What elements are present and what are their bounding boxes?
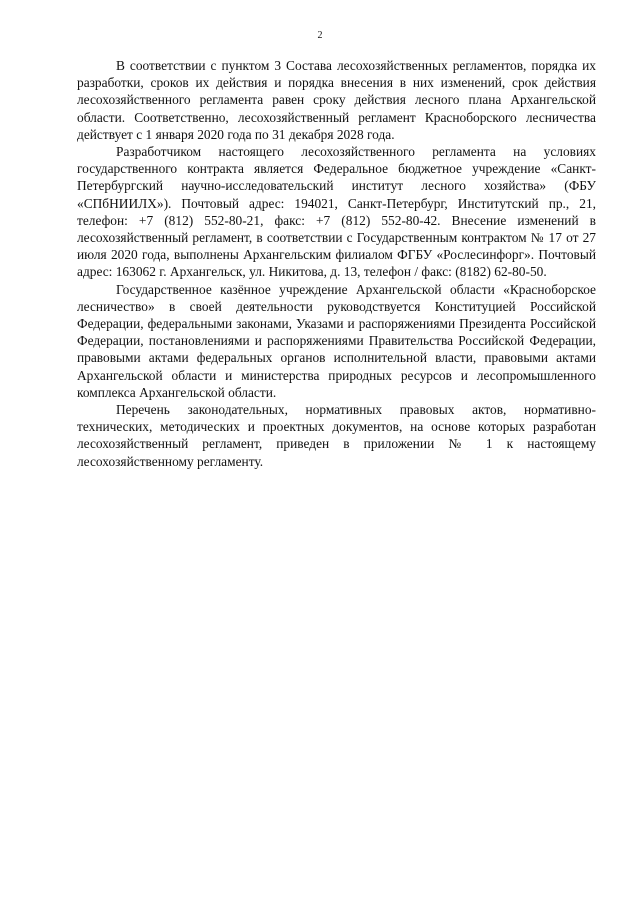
paragraph-legal-basis: Государственное казённое учреждение Архангельской области «Красноборское лесничество» в своей деятельности руководствуется Конституцией Российской Федерации, федеральными законами, Указами и распоряжениями Президента Российской Федерации, постановлениями и распоряжениями Правительства Российской Федерации, правовыми актами федеральных органов исполнительной власти, правовыми актами Архангельской области и министерства природных ресурсов и лесопромышленного комплекса Архангельской области. (77, 281, 596, 400)
paragraph-appendix-reference: Перечень законодательных, нормативных правовых актов, нормативно-технических, методических и проектных документов, на основе которых разработан лесохозяйственный регламент, приведен в приложении № 1 к настоящему лесохозяйственному регламенту. (77, 402, 596, 469)
paragraph-validity-period: В соответствии с пунктом 3 Состава лесохозяйственных регламентов, порядка их разработки, сроков их действия и порядка внесения в них изменений, срок действия лесохозяйственного регламента равен сроку действия лесного плана Архангельской области. Соответственно, лесохозяйственный регламент Красноборского лесничества действует с 1 января 2020 года по 31 декабря 2028 года. (77, 58, 596, 142)
paragraph-developer: Разработчиком настоящего лесохозяйственного регламента на условиях государственного контракта является Федеральное бюджетное учреждение «Санкт-Петербургский научно-исследовательский институт лесного хозяйства» (ФБУ «СПбНИИЛХ»). Почтовый адрес: 194021, Санкт-Петербург, Институтский пр., 21, телефон: +7 (812) 552-80-21, факс: +7 (812) 552-80-42. Внесение изменений в лесохозяйственный регламент, в соответствии с Государственным контрактом № 17 от 27 июля 2020 года, выполнены Архангельским филиалом ФГБУ «Рослесинфорг». Почтовый адрес: 163062 г. Архангельск, ул. Никитова, д. 13, телефон / факс: (8182) 62-80-50. (77, 144, 596, 280)
document-body (77, 57, 596, 470)
page-number: 2 (317, 30, 323, 41)
